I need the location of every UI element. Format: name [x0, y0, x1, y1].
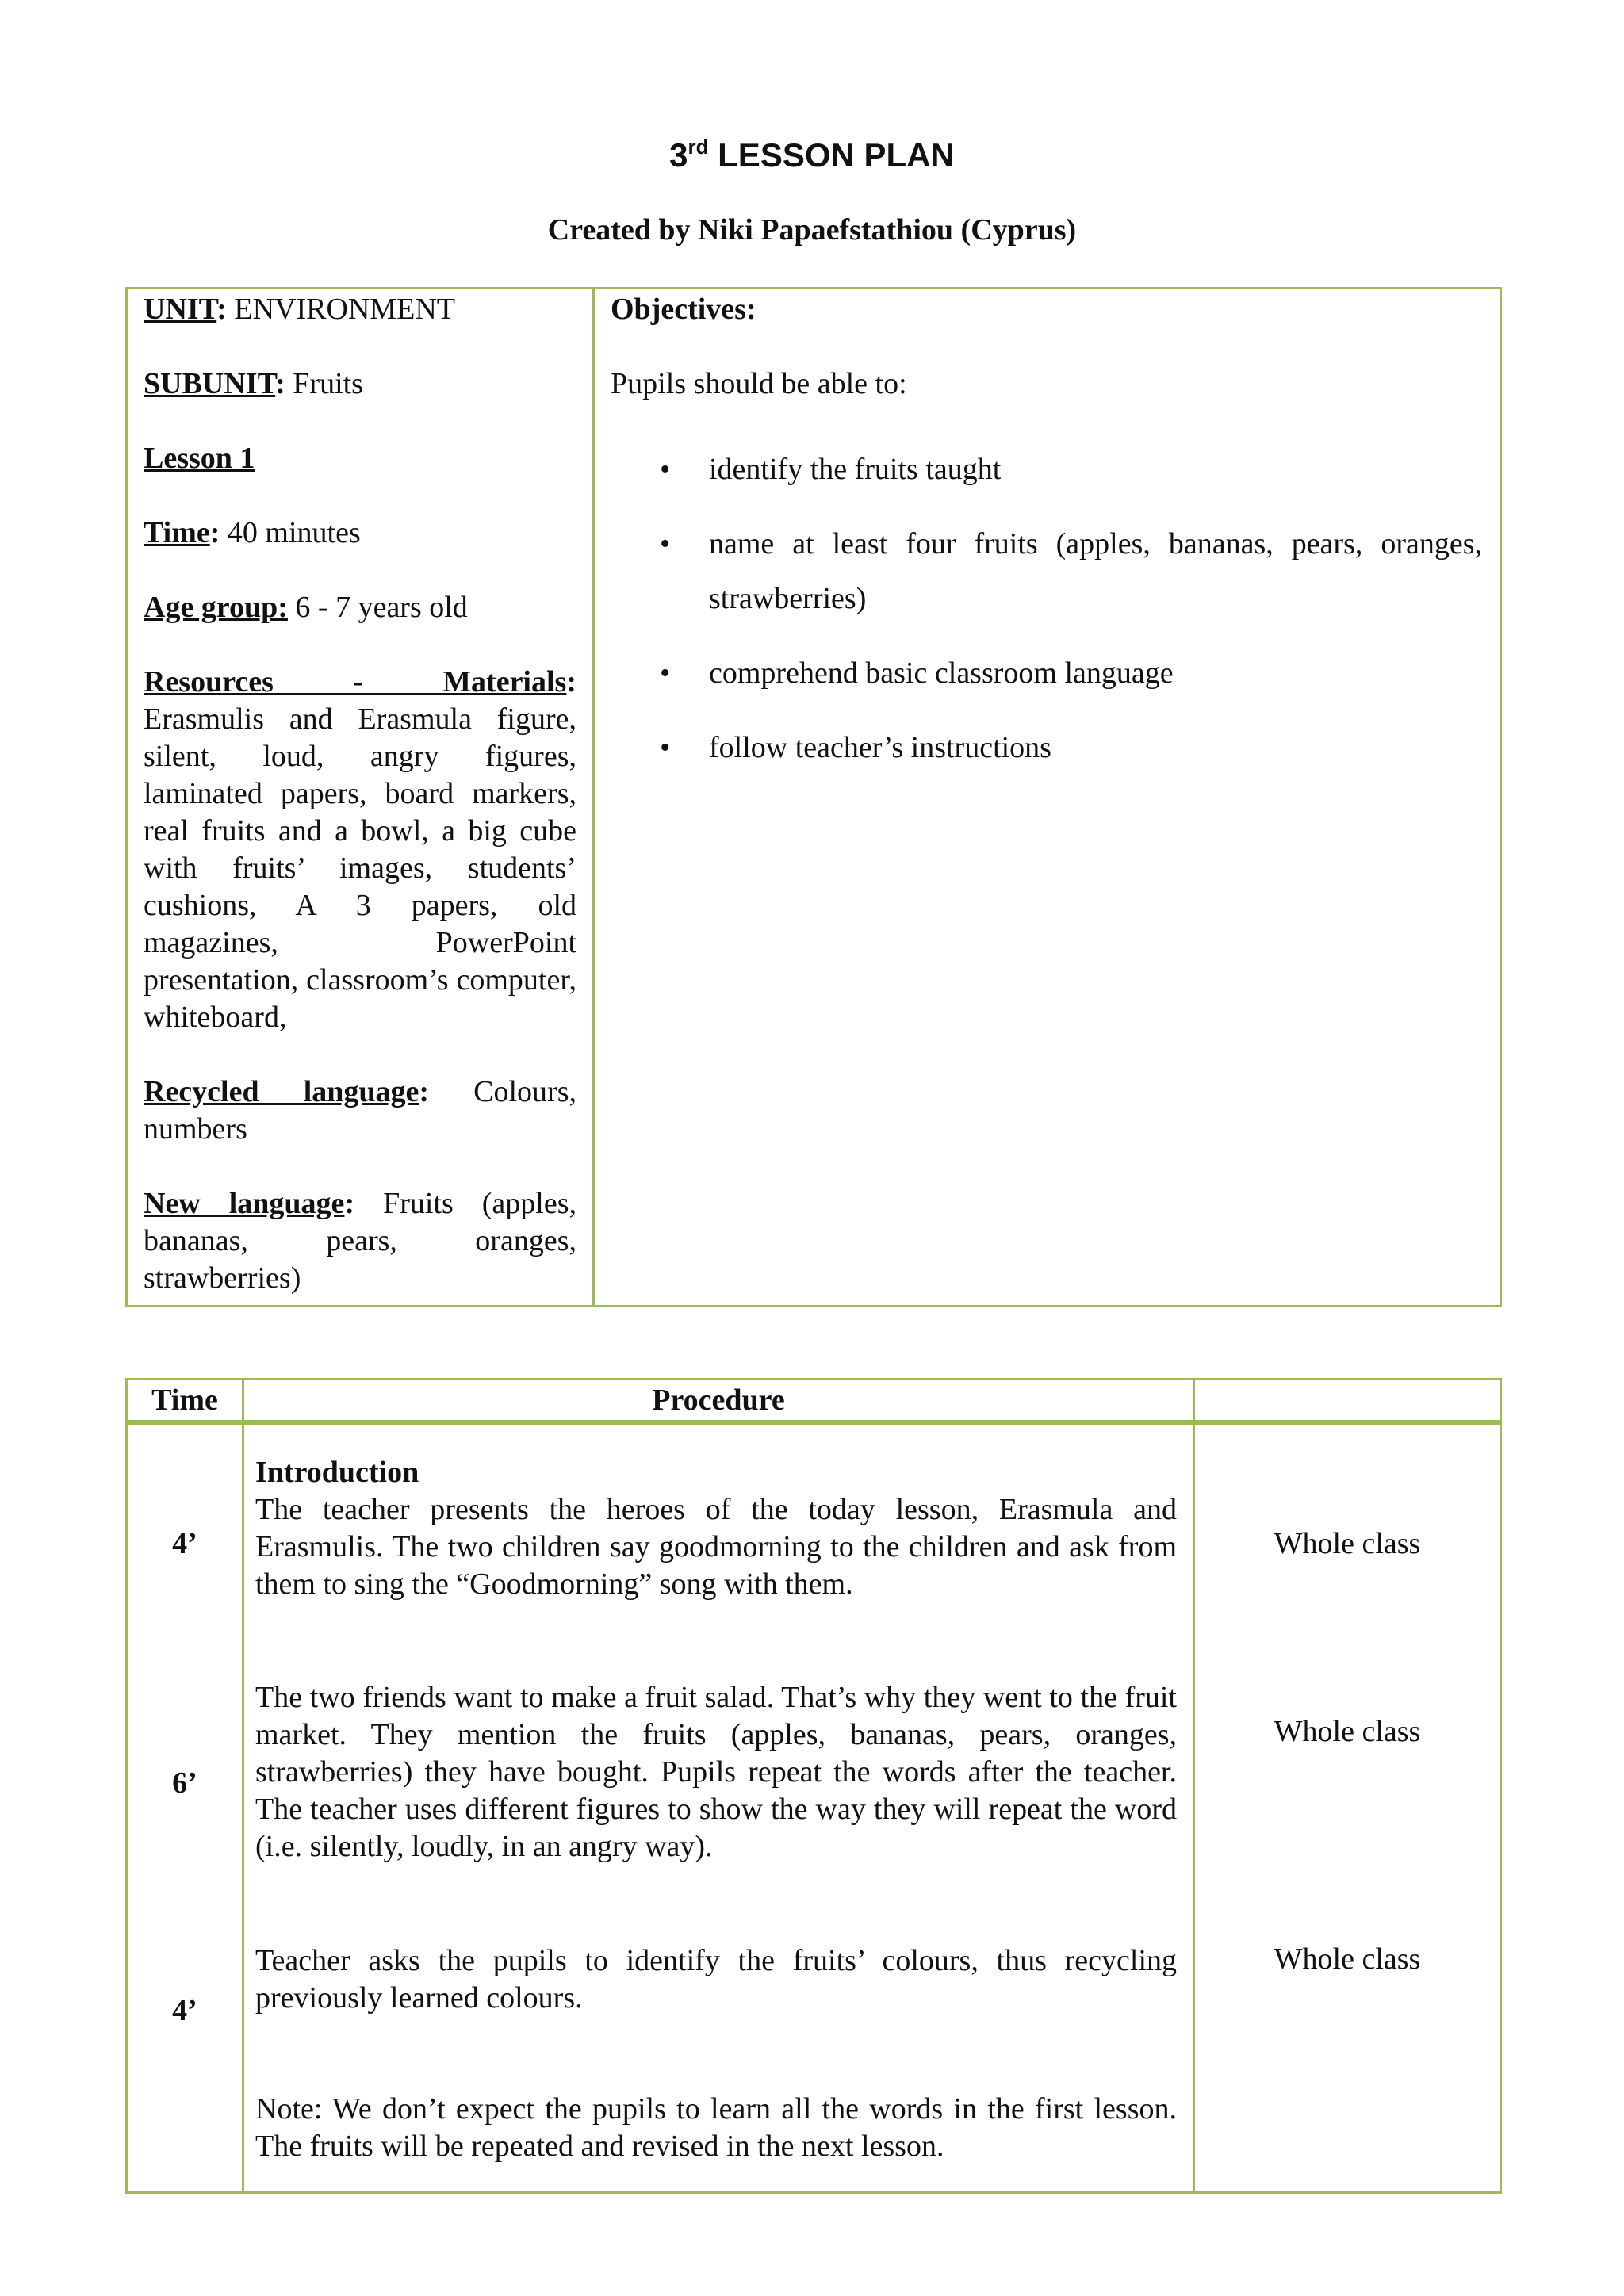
resources-block: Resources - Materials: Erasmulis and Erasmula figure, silent, loud, angry figures, laminated papers, board markers, real fruits and a bowl, a big cube with fruits’ images, students’ cushions, A 3 papers, old magazines, PowerPoint presentation, classroom’s computer, whiteboard, [144, 665, 576, 1034]
new-language-value: Fruits (apples, bananas, pears, oranges, strawberries) [144, 1187, 576, 1295]
subunit-label: SUBUNIT [144, 367, 276, 400]
page-subtitle: Created by Niki Papaefstathiou (Cyprus) [547, 213, 1077, 247]
grouping-column [1194, 1423, 1501, 2193]
grouping-column-header [1194, 1380, 1501, 1423]
recycled-language-value: Colours, numbers [144, 1075, 576, 1146]
time-value: 40 minutes [227, 516, 361, 549]
new-language-label: New language [144, 1187, 345, 1220]
age-group-label: Age group: [144, 591, 288, 624]
objectives-cell [594, 289, 1501, 1307]
procedure-step [255, 1454, 1177, 1603]
unit-label: UNIT [144, 293, 217, 326]
objectives-intro: Pupils should be able to: [611, 367, 907, 400]
procedure-body-row [127, 1423, 1501, 2193]
step-heading: Introduction [255, 1456, 419, 1489]
objective-item: • name at least four fruits (apples, bananas, pears, oranges, strawberries) [611, 517, 1482, 626]
time-label: Time [144, 516, 210, 549]
procedure-note [255, 2091, 1177, 2165]
bullet-icon: • [660, 731, 671, 764]
procedure-column [243, 1423, 1194, 2193]
lesson-details-cell [127, 289, 594, 1307]
objective-item: • identify the fruits taught [611, 442, 1482, 497]
procedure-step [255, 1942, 1177, 2017]
unit-value: ENVIRONMENT [234, 293, 455, 326]
step-text: Teacher asks the pupils to identify the fruits’ colours, thus recycling previously learned colours. [255, 1944, 1177, 2015]
bullet-icon: • [660, 453, 671, 486]
resources-value: Erasmulis and Erasmula figure, silent, loud, angry figures, laminated papers, board markers, real fruits and a bowl, a big cube with fruits’ images, students’ cushions, A 3 papers, old magazines, PowerPoint presentation, classroom’s computer, whiteboard, [144, 702, 576, 1034]
time-line: Time: 40 minutes [144, 516, 361, 549]
title-text: LESSON PLAN [718, 136, 955, 174]
subunit-value: Fruits [293, 367, 363, 400]
step-time: 6’ [172, 1766, 197, 1800]
lesson-label: Lesson 1 [144, 442, 255, 475]
unit-line: UNIT: ENVIRONMENT [144, 293, 455, 326]
lesson-info-table [125, 287, 1502, 1307]
recycled-language-label: Recycled language [144, 1075, 419, 1108]
step-time: 4’ [172, 1994, 197, 2027]
bullet-icon: • [660, 527, 671, 561]
age-group-line [144, 589, 576, 626]
resources-label: Resources - Materials [144, 665, 567, 698]
new-language-block: New language: Fruits (apples, bananas, pears, oranges, strawberries) [144, 1187, 576, 1295]
note-text: Note: We don’t expect the pupils to learn all the words in the first lesson. The fruits will be repeated and revised in the next lesson. [255, 2092, 1177, 2163]
step-grouping: Whole class [1274, 1527, 1421, 1560]
objective-item: • follow teacher’s instructions [611, 721, 1482, 775]
time-column-header: Time [127, 1380, 243, 1423]
step-text: The teacher presents the heroes of the today lesson, Erasmula and Erasmulis. The two children say goodmorning to the children and ask from them to sing the “Goodmorning” song with them. [255, 1493, 1177, 1601]
step-grouping: Whole class [1274, 1942, 1421, 1976]
procedure-step [255, 1679, 1177, 1866]
time-column [127, 1423, 243, 2193]
step-time: 4’ [172, 1527, 197, 1560]
procedure-header-row [127, 1380, 1501, 1423]
bullet-icon: • [660, 656, 671, 690]
lesson-line [144, 440, 576, 477]
objectives-list [611, 442, 1482, 775]
procedure-column-header: Procedure [243, 1380, 1194, 1423]
age-group-value: 6 - 7 years old [295, 591, 468, 624]
step-text: The two friends want to make a fruit salad. That’s why they went to the fruit market. They mention the fruits (apples, bananas, pears, oranges, strawberries) they have bought. Pupils repeat the words after the teacher. The teacher uses different figures to show the way they will repeat the word (i.e. silently, loudly, in an angry way). [255, 1681, 1177, 1863]
objectives-title: Objectives: [611, 293, 756, 326]
procedure-table [125, 1378, 1502, 2194]
step-grouping: Whole class [1274, 1715, 1421, 1748]
subunit-line: SUBUNIT: Fruits [144, 367, 363, 400]
page-title [0, 135, 1624, 174]
recycled-language-block: Recycled language: Colours, numbers [144, 1075, 576, 1146]
title-number: 3 [669, 136, 688, 174]
title-ordinal-suffix: rd [688, 135, 709, 159]
objective-item: • comprehend basic classroom language [611, 646, 1482, 701]
